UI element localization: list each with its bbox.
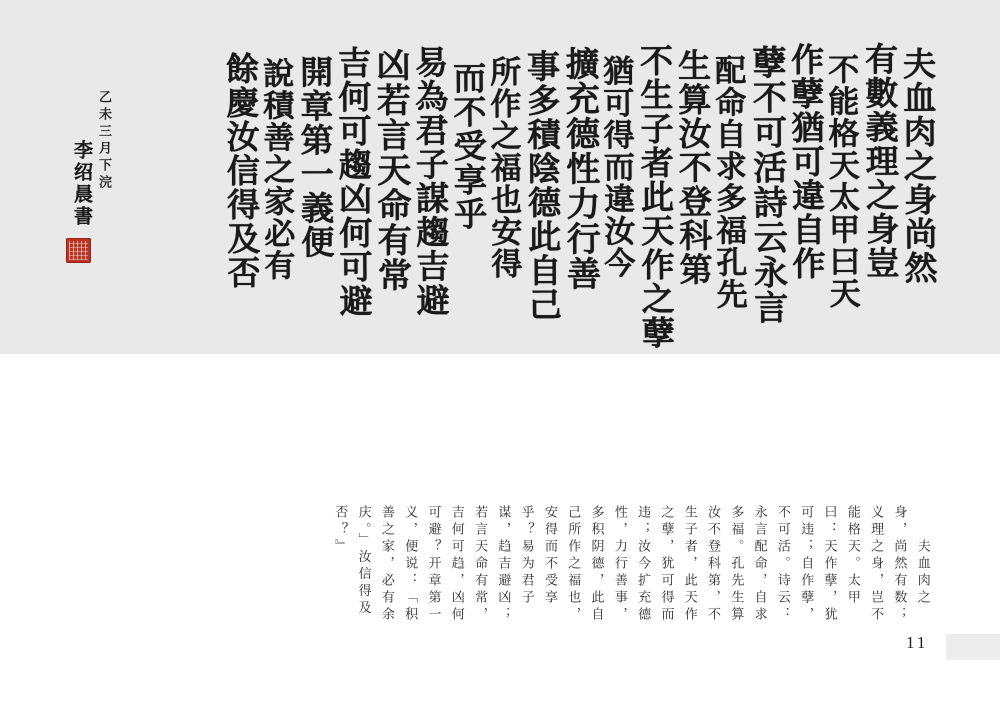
calligraphy-column: 生算汝不登科第 [672, 48, 711, 287]
transcription-column: 身，尚然有数； [892, 505, 908, 624]
calligraphy-column: 不能格天太甲曰天 [823, 53, 860, 310]
calligraphy-column: 開章第一義便 [295, 54, 333, 259]
calligraphy-column: 說積善之家必有 [258, 56, 295, 282]
calligraphy-column: 吉何可趨凶何可避 [332, 45, 371, 318]
calligraphy-column: 而不受享乎 [448, 60, 486, 231]
calligraphy-column: 有數義理之身豈 [859, 41, 898, 281]
transcription-column: 违；汝今扩充德 [636, 505, 652, 624]
signature-name: 李绍晨書 [71, 140, 92, 228]
transcription-column: 多积阴德，此自 [589, 505, 605, 624]
transcription-column: 不可活。诗云： [775, 505, 791, 624]
transcription-column: 夫血肉之 [915, 539, 931, 607]
transcription-column: 可违；自作孽， [799, 505, 815, 624]
transcription-column: 能格天。太甲 [845, 505, 861, 607]
transcription-column: 安得而不受享 [542, 505, 558, 607]
calligraphy-column: 夫血肉之身尚然 [897, 46, 936, 285]
transcription-column: 庆。」汝信得及 [356, 505, 372, 618]
calligraphy-column: 所作之福也安得 [485, 55, 522, 280]
transcription-column: 之孽，犹可得而 [659, 505, 675, 624]
page-margin-tab [946, 634, 1000, 660]
calligraphy-column: 作孽猶可違自作 [785, 42, 824, 281]
transcription-column: 汝不登科第，不 [706, 505, 722, 624]
calligraphy-column: 事多積陰德此自己 [521, 49, 560, 322]
page-number: 11 [906, 633, 929, 652]
calligraphy-column: 猶可得而違汝今 [598, 54, 635, 279]
signature-date: 乙未三月下浣 [97, 90, 112, 192]
transcription-block [324, 505, 940, 647]
calligraphy-column: 孽不可活詩云永言 [746, 44, 786, 325]
transcription-column: 善之家，必有余 [379, 505, 395, 624]
transcription-column: 否？』 [333, 505, 349, 556]
transcription-column: 义，便说：「积 [403, 505, 419, 624]
transcription-column: 性，力行善事， [612, 505, 628, 624]
transcription-column: 谋，趋吉避凶； [496, 505, 512, 624]
transcription-column: 曰：天作孽，犹 [822, 505, 838, 624]
transcription-column: 义理之身，岂不 [869, 505, 885, 624]
transcription-column: 吉何可趋，凶何 [449, 505, 465, 624]
calligraphy-column: 凶若言天命有常 [370, 47, 410, 293]
calligraphy-column: 餘慶汝信得及否 [220, 51, 259, 290]
calligraphy-column: 易為君子謀趨吉避 [409, 44, 448, 318]
transcription-column: 若言天命有常， [473, 505, 489, 624]
calligraphy-text [217, 41, 939, 352]
calligraphy-column: 配命自求多福孔先 [710, 53, 747, 311]
transcription-column: 多福。孔先生算 [729, 505, 745, 624]
calligraphy-column: 不生子者此天作之孽 [634, 43, 674, 350]
transcription-column: 己所作之福也， [566, 505, 582, 624]
artist-seal-icon [66, 238, 91, 263]
transcription-column: 可避？开章第一 [426, 505, 442, 624]
transcription-column: 乎？易为君子 [519, 505, 535, 607]
calligraphy-column: 擴充德性力行善 [559, 45, 599, 292]
transcription-column: 生子者，此天作 [682, 505, 698, 624]
transcription-column: 永言配命，自求 [752, 505, 768, 624]
